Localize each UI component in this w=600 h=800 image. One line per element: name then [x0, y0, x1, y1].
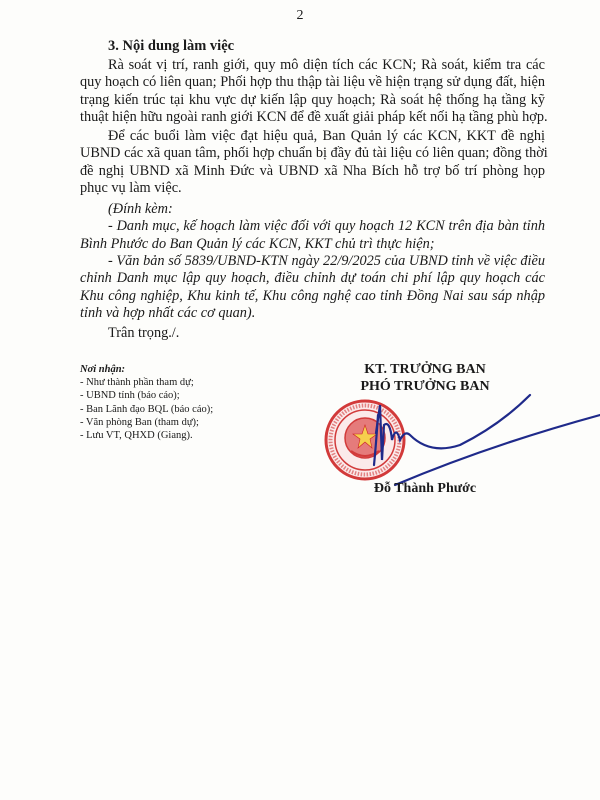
text-line: Khu công nghiệp, Khu kinh tế, Khu công nghệ cao tỉnh Đồng Nai sau sáp nhập: [80, 287, 545, 304]
handwritten-signature: [374, 395, 600, 485]
text-line: Rà soát vị trí, ranh giới, quy mô diện tích các KCN; Rà soát, kiểm tra các: [108, 57, 545, 73]
text-line: trạng kiến trúc tại khu vực dự kiến lập quy hoạch; Rà soát hệ thống hạ tầng kỹ: [80, 91, 545, 108]
page-number: 2: [296, 8, 304, 23]
text-line: phục vụ làm việc.: [80, 180, 182, 196]
text-line: đề nghị UBND xã Minh Đức và UBND xã Nha Bích hỗ trợ bố trí phòng họp: [80, 162, 545, 179]
text-line: (Đính kèm:: [108, 201, 173, 217]
recipient-item: - Ban Lãnh đạo BQL (báo cáo);: [80, 403, 214, 415]
recipient-item: - Như thành phần tham dự;: [80, 377, 194, 389]
text-line: - Danh mục, kế hoạch làm việc đối với quy hoạch 12 KCN trên địa bàn tỉnh: [108, 218, 545, 234]
text-line: Để các buổi làm việc đạt hiệu quả, Ban Quản lý các KCN, KKT đề nghị: [108, 128, 545, 144]
section-heading: 3. Nội dung làm việc: [108, 38, 235, 54]
text-line: UBND các xã quan tâm, phối hợp chuẩn bị đầy đủ tài liệu có liên quan; đồng thời: [80, 145, 548, 161]
text-line: thuật hiện hữu ngoài ranh giới KCN để đề xuất giải pháp kết nối hạ tầng phù hợp.: [80, 109, 548, 125]
stamp-and-signature: [310, 385, 600, 495]
signer-name: Đỗ Thành Phước: [373, 481, 477, 496]
signature-title-1: KT. TRƯỞNG BAN: [364, 362, 486, 377]
recipient-item: - UBND tỉnh (báo cáo);: [80, 390, 180, 402]
text-line: - Văn bản số 5839/UBND-KTN ngày 22/9/2025 của UBND tỉnh về việc điều: [108, 253, 545, 269]
signature-title-2: PHÓ TRƯỞNG BAN: [360, 379, 490, 394]
recipient-item: - Văn phòng Ban (tham dự);: [80, 416, 199, 428]
recipients: [80, 363, 213, 442]
text-line: tỉnh và hợp nhất các cơ quan).: [80, 305, 256, 321]
recipient-item: - Lưu VT, QHXD (Giang).: [80, 430, 193, 442]
closing: Trân trọng./.: [108, 325, 180, 341]
text-line: quy hoạch có liên quan; Phối hợp thu thập tài liệu về hiện trạng sử dụng đất, hiện: [80, 74, 545, 90]
recipients-title: Nơi nhận:: [80, 364, 126, 375]
text-line: chỉnh Danh mục lập quy hoạch, điều chỉnh dự toán chi phí lập quy hoạch các: [80, 270, 545, 286]
text-line: Bình Phước do Ban Quản lý các KCN, KKT chủ trì thực hiện;: [80, 235, 435, 252]
